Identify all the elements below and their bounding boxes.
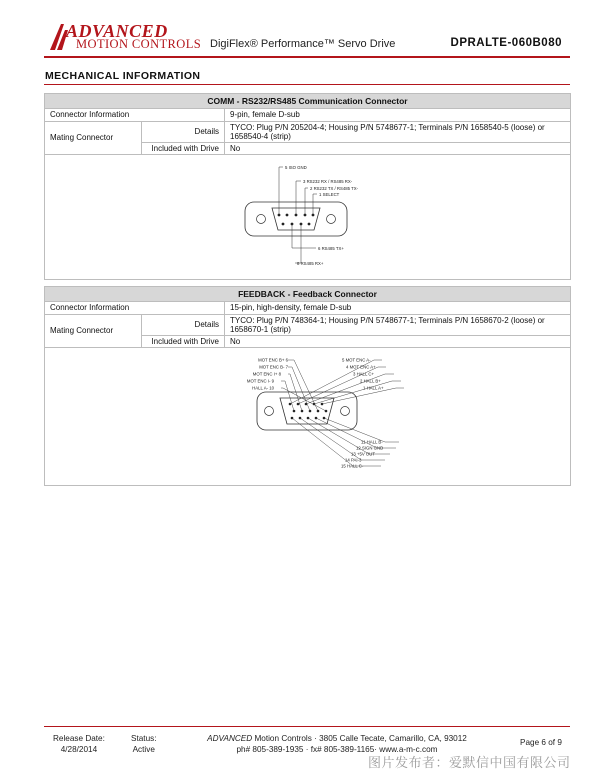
pin-label: MOT ENC B+ 6 (258, 357, 288, 363)
footer-divider (44, 726, 570, 727)
pin-label: MOT ENC I- 9 (246, 378, 274, 384)
pin-label: MOT ENC B- 7 (259, 364, 288, 370)
pin-label: 2 HALL B+ (360, 378, 381, 384)
pin-label: 4 MOT ENC A+ (346, 364, 376, 370)
mating-connector-label: Mating Connector (45, 315, 142, 348)
pin-label: 3 RS232 RX / RS485 RX- (303, 179, 353, 184)
feedback-connector-table (44, 286, 571, 486)
pin-label: 1 HALL A+ (363, 385, 384, 391)
connector-info-value: 9-pin, female D-sub (230, 110, 300, 119)
product-name: DigiFlex® Performance™ Servo Drive (210, 38, 396, 50)
model-number: DPRALTE-060B080 (450, 37, 562, 49)
logo-line1: ADVANCED (66, 21, 168, 41)
table-row (45, 109, 570, 122)
watermark: 图片发布者：爱默信中国有限公司 (368, 755, 571, 770)
release-date-value: 4/28/2014 (60, 745, 98, 754)
feedback-pinout-diagram (45, 348, 570, 485)
company-logo (50, 22, 200, 52)
pin-label: 1 SELECT (319, 192, 340, 197)
pin-label: 6 RS485 TX+ (318, 246, 344, 251)
mating-connector-group (45, 315, 570, 349)
comm-connector-table (44, 93, 571, 280)
mating-connector-label: Mating Connector (45, 122, 142, 155)
comm-pinout-diagram (45, 155, 570, 279)
comm-table-title: COMM - RS232/RS485 Communication Connector (45, 94, 570, 109)
details-label: Details (142, 122, 225, 142)
connector-info-label: Connector Information (45, 109, 225, 121)
address-brand: ADVANCED (207, 734, 253, 743)
address-line2: ph# 805-389-1935 · fx# 805-389-1165· www.a-m-c.com (236, 745, 438, 754)
pin-label: HALL A- 10 (252, 385, 274, 391)
logo-line2: MOTION CONTROLS (76, 37, 202, 51)
section-title: MECHANICAL INFORMATION (45, 70, 201, 82)
details-value: TYCO: Plug P/N 205204-4; Housing P/N 5748677-1; Terminals P/N 1658540-5 (loose) or 1658540-4 (strip) (230, 122, 545, 141)
pin-label: 15 HALL C- (341, 463, 364, 469)
pin-label: 5 MOT ENC A- (342, 357, 371, 363)
included-value: No (230, 336, 241, 346)
pin-label: 12 SIGN GND (356, 445, 384, 451)
included-label: Included with Drive (142, 336, 225, 348)
connector-info-value: 15-pin, high-density, female D-sub (230, 303, 352, 312)
details-label: Details (142, 315, 225, 335)
pin-label: 2 RS232 TX / RS485 TX- (310, 186, 359, 191)
details-value: TYCO: Plug P/N 748364-1; Housing P/N 5748677-1; Terminals P/N 1658670-2 (loose) or 1658670-1 (strip) (230, 315, 545, 334)
status-label: Status: (131, 734, 157, 743)
release-date-label: Release Date: (53, 734, 105, 743)
mating-connector-group (45, 122, 570, 156)
section-divider (44, 84, 570, 85)
included-value: No (230, 143, 241, 153)
pin-label: 13 +5V OUT (351, 451, 376, 457)
connector-info-label: Connector Information (45, 302, 225, 314)
table-row (45, 302, 570, 315)
status (131, 733, 157, 755)
pin-label: 3 HALL C+ (353, 371, 374, 377)
included-label: Included with Drive (142, 143, 225, 155)
pin-label: 14 PAI-3 (345, 457, 362, 463)
page-header (0, 0, 600, 60)
pin-label: MOT ENC I+ 8 (252, 371, 281, 377)
header-divider (44, 56, 570, 58)
pin-label: 11 HALL B- (361, 439, 383, 445)
page-number: Page 6 of 9 (520, 738, 562, 747)
pin-label: 8 RS485 RX+ (297, 261, 324, 266)
feedback-table-title: FEEDBACK - Feedback Connector (45, 287, 570, 302)
release-date (53, 733, 105, 755)
pin-label: 5 ISO GND (285, 165, 307, 170)
address-line1: Motion Controls · 3805 Calle Tecate, Camarillo, CA, 93012 (254, 734, 467, 743)
status-value: Active (132, 745, 155, 754)
